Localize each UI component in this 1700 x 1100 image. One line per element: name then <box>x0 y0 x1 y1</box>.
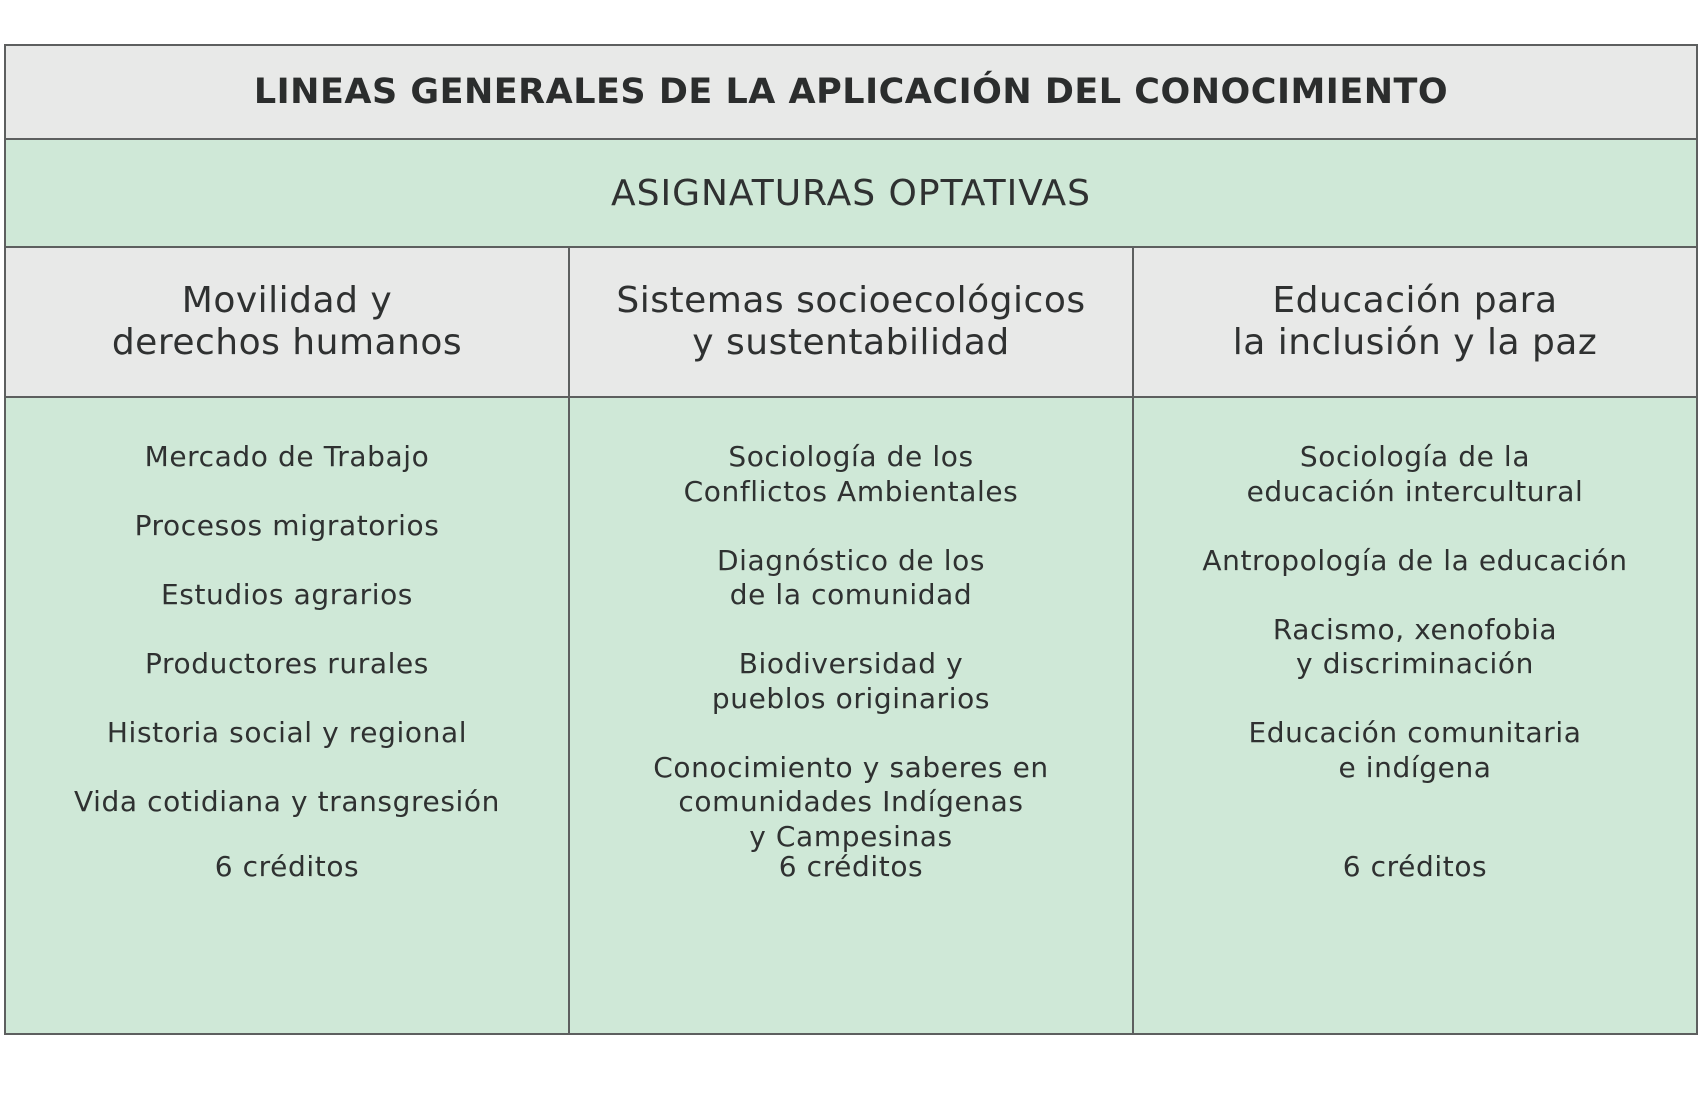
column-heading-sistemas <box>568 248 1132 396</box>
list-item: Vida cotidiana y transgresión <box>74 785 500 818</box>
list-item: Diagnóstico de los de la comunidad <box>716 543 986 611</box>
column-heading-text: Movilidad y derechos humanos <box>111 280 463 363</box>
list-item: Educación comunitaria e indígena <box>1248 716 1582 784</box>
list-item: Sociología de los Conflictos Ambientales <box>683 440 1019 508</box>
column-heading-educacion <box>1132 248 1696 396</box>
list-item: Estudios agrarios <box>161 578 413 611</box>
list-item: Sociología de la educación intercultural <box>1246 440 1584 508</box>
list-item: Racismo, xenofobia y discriminación <box>1272 612 1558 680</box>
credits-label: 6 créditos <box>1342 850 1488 883</box>
table-title: LINEAS GENERALES DE LA APLICACIÓN DEL CONOCIMIENTO <box>253 72 1449 112</box>
courses-cell-sistemas <box>568 398 1132 1033</box>
course-list <box>6 440 568 854</box>
credits-label: 6 créditos <box>214 850 360 883</box>
column-headings-row <box>6 248 1696 398</box>
courses-cell-educacion <box>1132 398 1696 1033</box>
column-heading-text: Educación para la inclusión y la paz <box>1232 280 1598 363</box>
courses-cell-movilidad <box>6 398 568 1033</box>
list-item: Procesos migratorios <box>134 509 440 542</box>
list-item: Mercado de Trabajo <box>144 440 430 473</box>
table-subtitle: ASIGNATURAS OPTATIVAS <box>610 172 1092 214</box>
column-heading-movilidad <box>6 248 568 396</box>
list-item: Productores rurales <box>145 647 429 680</box>
credits-label: 6 créditos <box>778 850 924 883</box>
course-list <box>1134 440 1696 820</box>
courses-row <box>6 398 1696 1033</box>
list-item: Antropología de la educación <box>1202 543 1628 577</box>
subtitle-row <box>6 140 1696 248</box>
optional-courses-table <box>4 44 1698 1035</box>
list-item: Biodiversidad y pueblos originarios <box>711 647 991 715</box>
course-list <box>570 440 1132 889</box>
table-title-row <box>6 46 1696 140</box>
column-heading-text: Sistemas socioecológicos y sustentabilidad <box>616 280 1086 363</box>
list-item: Conocimiento y saberes en comunidades Indígenas y Campesinas <box>653 750 1049 853</box>
list-item: Historia social y regional <box>106 716 468 749</box>
